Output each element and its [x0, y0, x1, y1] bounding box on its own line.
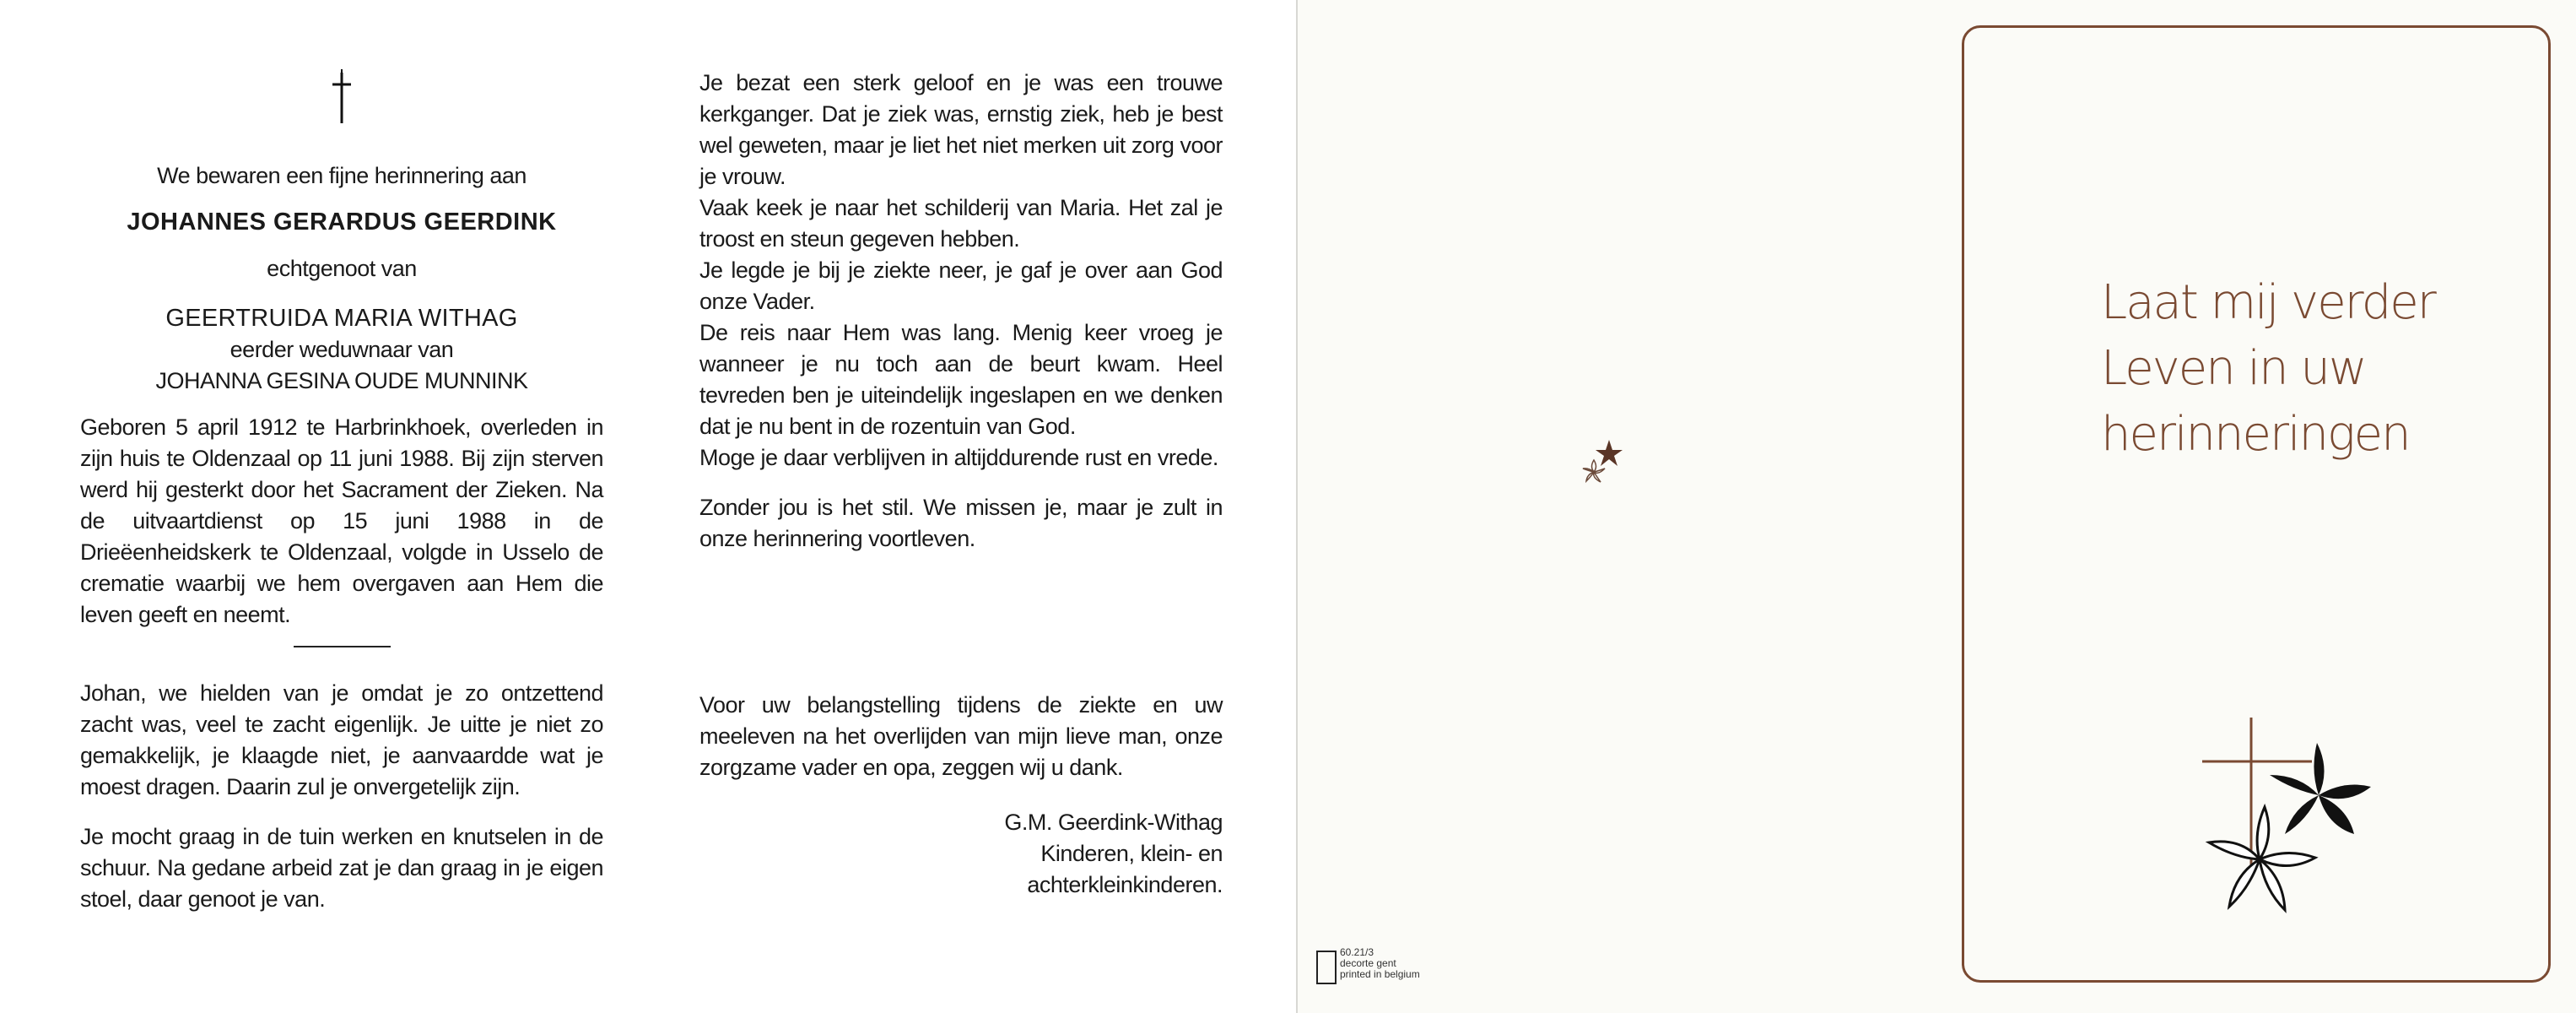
inside-left-column	[80, 68, 603, 915]
biography: Geboren 5 april 1912 te Harbrinkhoek, overleden in zijn huis te Oldenzaal op 11 juni 1988. Bij zijn sterven werd hij gesterkt door het Sacrament der Zieken. Na de uitvaartdienst op 15 juni 1988 in de Drieëenheidskerk te Oldenzaal, volgde in Usselo de crematie waarbij we hem overgaven aan Hem die leven geeft en neemt.	[80, 414, 603, 627]
deceased-name: JOHANNES GERARDUS GEERDINK	[127, 209, 557, 236]
signature-line: achterkleinkinderen.	[1027, 872, 1223, 897]
printer-mark	[1316, 947, 1451, 989]
memory-paragraph: De reis naar Hem was lang. Menig keer vroeg je wanneer je nu toch aan de beurt kwam. Heel tevreden ben je uiteindelijk ingeslapen en we denken dat je nu bent in de rozentuin van God.	[699, 320, 1223, 439]
intro-line: We bewaren een fijne herinnering aan	[157, 163, 527, 188]
cover-title-line: Leven in uw	[2101, 341, 2366, 396]
memory-paragraph: Moge je daar verblijven in altijddurende rust en vrede.	[699, 445, 1218, 470]
memory-paragraph: Je legde je bij je ziekte neer, je gaf je over aan God onze Vader.	[699, 257, 1223, 314]
memory-paragraph: Vaak keek je naar het schilderij van Maria. Het zal je troost en steun gegeven hebben.	[699, 195, 1223, 252]
printer-origin: printed in belgium	[1340, 968, 1420, 980]
former-widower-line: eerder weduwnaar van	[230, 337, 454, 362]
printer-name: decorte gent	[1340, 957, 1396, 969]
first-wife-name: JOHANNA GESINA OUDE MUNNINK	[155, 368, 528, 393]
spouse-intro: echtgenoot van	[267, 256, 417, 281]
cover-title-line: Laat mij verder	[2101, 275, 2435, 330]
signature	[699, 807, 1223, 901]
spouse-name: GEERTRUIDA MARIA WITHAG	[165, 305, 518, 332]
thanks-paragraph: Voor uw belangstelling tijdens de ziekte en uw meeleven na het overlijden van mijn lieve man, onze zorgzame vader en opa, zeggen wij u dank.	[699, 692, 1223, 780]
signature-line: Kinderen, klein- en	[1040, 841, 1223, 866]
inside-right-column	[699, 68, 1223, 901]
memory-paragraph: Je bezat een sterk geloof en je was een trouwe kerkganger. Dat je ziek was, ernstig ziek, heb je best wel geweten, maar je liet het niet merken uit zorg voor je vrouw.	[699, 70, 1223, 189]
memory-paragraph: Zonder jou is het stil. We missen je, maar je zult in onze herinnering voortleven.	[699, 495, 1223, 551]
divider	[294, 646, 391, 647]
cross-flower-icon	[2185, 709, 2388, 954]
flower-icon	[1574, 435, 1633, 494]
cover-title	[2101, 270, 2455, 468]
cross-icon	[325, 68, 359, 127]
memory-paragraph: Johan, we hielden van je omdat je zo ontzettend zacht was, veel te zacht eigenlijk. Je uitte je niet zo gemakkelijk, je klaagde niet, je aanvaardde wat je moest dragen. Daarin zul je onvergetelijk zijn.	[80, 680, 603, 799]
memory-paragraph: Je mocht graag in de tuin werken en knutselen in de schuur. Na gedane arbeid zat je dan graag in je eigen stoel, daar genoot je van.	[80, 824, 603, 912]
cover-title-line: herinneringen	[2101, 407, 2410, 462]
printer-text	[1340, 947, 1420, 980]
printer-logo-icon	[1316, 951, 1337, 984]
signature-line: G.M. Geerdink-Withag	[1004, 810, 1223, 835]
printer-code: 60.21/3	[1340, 946, 1374, 958]
